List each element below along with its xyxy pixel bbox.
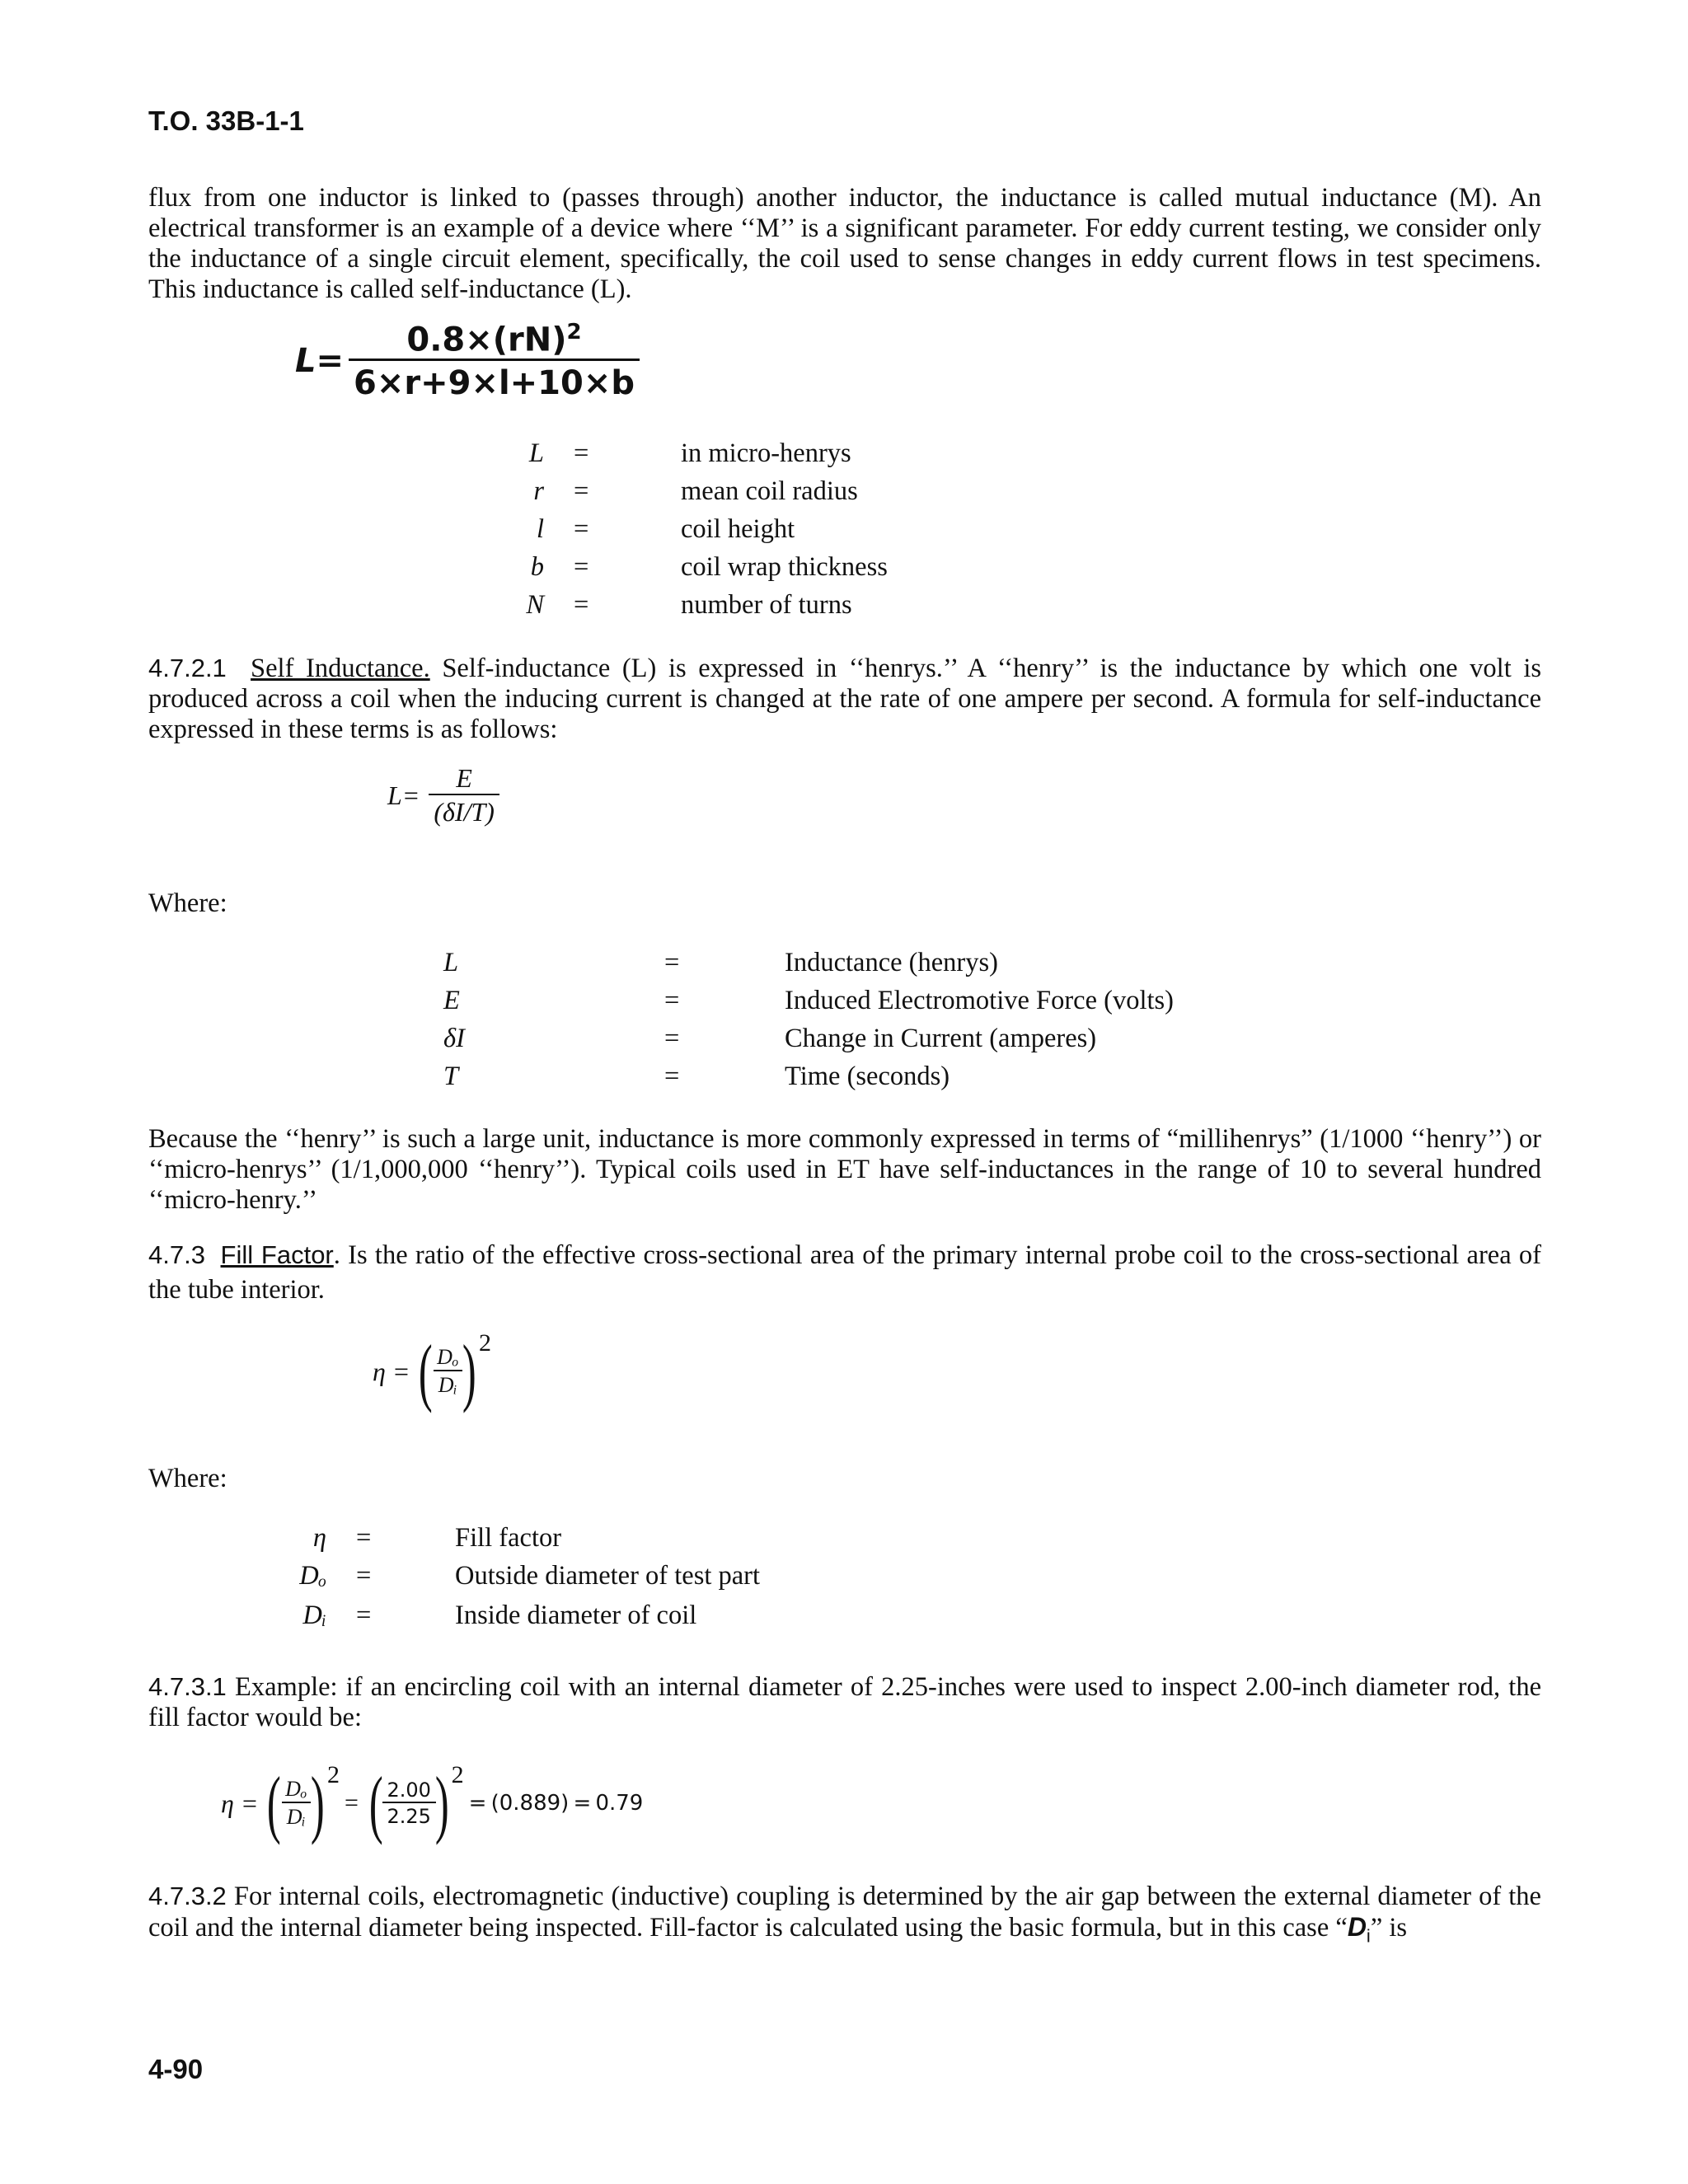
definition-equals: = (574, 514, 589, 544)
henry-paragraph: Because the ‘‘henry’’ is such a large unit, inductance is more commonly expressed in terms of “millihenrys” (1/1000 ‘‘henry’’) or ‘‘micro-henrys’’ (1/1,000,000 ‘‘henry’’). Typical coils used in ET have self-inductances in the range of 10 to several hundred ‘‘micro-henry.’’ (148, 1124, 1541, 1215)
definition-equals: = (574, 590, 589, 620)
formula-numerator: E (456, 763, 472, 793)
formula-denominator: Dᵢ (282, 1802, 311, 1830)
formula-denominator: (δI/T) (429, 794, 499, 827)
formula-lhs: L= (387, 780, 420, 810)
definition-meaning: Inductance (henrys) (785, 948, 998, 977)
internal-coils-paragraph (148, 1881, 1541, 1952)
example-paragraph (148, 1671, 1541, 1733)
definition-symbol: Dᵢ (302, 1601, 326, 1630)
definition-meaning: coil wrap thickness (681, 552, 888, 582)
formula-denominator: 6×r+9×l+10×b (349, 359, 640, 402)
right-paren: ) (462, 1329, 477, 1413)
section-tail: ” is (1370, 1913, 1408, 1943)
definition-equals: = (574, 552, 589, 582)
formula-exponent: 2 (478, 1329, 491, 1357)
formula-numerator: Dₒ (285, 1777, 307, 1801)
definition-equals: = (574, 476, 589, 506)
section-text: Self-inductance (L) is expressed in ‘‘henrys.’’ A ‘‘henry’’ is the inductance by which one volt is produced across a coil when the inducing current is changed at the rate of one ampere per second. A formula for self-inductance expressed in these terms is as follows: (148, 654, 1542, 744)
page-number: 4-90 (148, 2054, 204, 2084)
formula-result: = (0.889) = 0.79 (468, 1791, 644, 1816)
definition-symbol: η (312, 1523, 326, 1553)
formula-numerator: Dₒ (437, 1345, 459, 1369)
formula-fraction (423, 763, 505, 827)
left-paren: ( (267, 1761, 282, 1845)
where-label: Where: (148, 888, 227, 918)
definition-symbol: L (443, 948, 459, 977)
section-title: Self Inductance. (251, 654, 430, 683)
section-number: 4.7.2.1 (148, 654, 227, 682)
formula-lhs: η = (373, 1356, 410, 1386)
formula-lhs: η = (221, 1788, 259, 1818)
definition-symbol: L (528, 438, 544, 468)
right-paren: ) (311, 1761, 326, 1845)
definition-equals: = (574, 438, 589, 468)
section-number: 4.7.3 (148, 1240, 205, 1269)
section-text: For internal coils, electromagnetic (inductive) coupling is determined by the air gap between the external diameter of the coil and the internal diameter being inspected. Fill-factor is calculated using the basic formula, but in this case “ (148, 1882, 1541, 1943)
formula-fraction (349, 320, 640, 402)
where-label: Where: (148, 1464, 227, 1493)
definition-meaning: Inside diameter of coil (455, 1601, 697, 1630)
definition-meaning: Time (seconds) (785, 1062, 950, 1091)
intro-paragraph: flux from one inductor is linked to (passes through) another inductor, the inductance is called mutual inductance (M). An electrical transformer is an example of a device where ‘‘M’’ is a significant parameter. For eddy current testing, we consider only the inductance of a single circuit element, specifically, the coil used to sense changes in eddy current flows in test specimens. This inductance is called self-inductance (L). (148, 183, 1541, 304)
formula-denominator: 2.25 (382, 1802, 436, 1828)
self-inductance-formula (387, 763, 505, 827)
definition-equals: = (664, 948, 680, 977)
formula-fraction (382, 1779, 436, 1828)
section-number: 4.7.3.1 (148, 1672, 227, 1701)
formula-lhs: L= (295, 342, 345, 381)
definition-equals: = (356, 1601, 372, 1630)
definition-meaning: coil height (681, 514, 795, 544)
definition-symbol: r (533, 476, 544, 506)
definition-equals: = (664, 1062, 680, 1091)
definition-meaning: Outside diameter of test part (455, 1561, 761, 1591)
fill-factor-paragraph (148, 1238, 1541, 1307)
section-title: Fill Factor (220, 1240, 334, 1269)
definition-symbol: N (526, 590, 544, 620)
section-text: . Is the ratio of the effective cross-sectional area of the primary internal probe coil to the cross-sectional area of the tube interior. (148, 1240, 1541, 1305)
formula-numerator: 2.00 (387, 1779, 431, 1802)
definition-equals: = (356, 1561, 372, 1591)
left-paren: ( (419, 1329, 434, 1413)
formula-exponent: 2 (326, 1761, 340, 1788)
formula-exponent: 2 (451, 1761, 464, 1788)
definition-equals: = (664, 1024, 680, 1053)
formula-denominator: Dᵢ (434, 1370, 462, 1398)
definition-meaning: Fill factor (455, 1523, 562, 1553)
right-paren: ) (434, 1761, 449, 1845)
definition-meaning: Induced Electromotive Force (volts) (785, 986, 1174, 1015)
definition-meaning: in micro-henrys (681, 438, 851, 468)
formula-numerator: 0.8×(rN) (406, 321, 567, 359)
inductance-formula (295, 320, 640, 402)
section-number: 4.7.3.2 (148, 1882, 227, 1910)
definition-symbol: l (536, 514, 544, 544)
section-text: Example: if an encircling coil with an internal diameter of 2.25-inches were used to inspect 2.00-inch diameter rod, the fill factor would be: (148, 1672, 1541, 1732)
document-id: T.O. 33B-1-1 (148, 105, 304, 136)
definition-symbol: δI (443, 1024, 465, 1053)
definition-meaning: number of turns (681, 590, 852, 620)
definition-meaning: Change in Current (amperes) (785, 1024, 1097, 1053)
di-subscript: i (1366, 1925, 1371, 1947)
formula-equals: = (344, 1789, 359, 1816)
definition-symbol: b (530, 552, 544, 582)
definition-symbol: Dₒ (299, 1561, 326, 1591)
definition-symbol: T (443, 1062, 459, 1091)
di-symbol: D (1347, 1912, 1367, 1942)
definition-equals: = (356, 1523, 372, 1553)
self-inductance-paragraph (148, 653, 1541, 745)
fill-factor-formula (373, 1329, 491, 1413)
fill-factor-example-formula (221, 1761, 644, 1845)
definition-meaning: mean coil radius (681, 476, 858, 506)
formula-exponent: 2 (566, 320, 582, 344)
formula-fraction (432, 1345, 463, 1398)
definition-symbol: E (443, 986, 460, 1015)
left-paren: ( (368, 1761, 383, 1845)
formula-fraction (280, 1777, 312, 1830)
definition-equals: = (664, 986, 680, 1015)
